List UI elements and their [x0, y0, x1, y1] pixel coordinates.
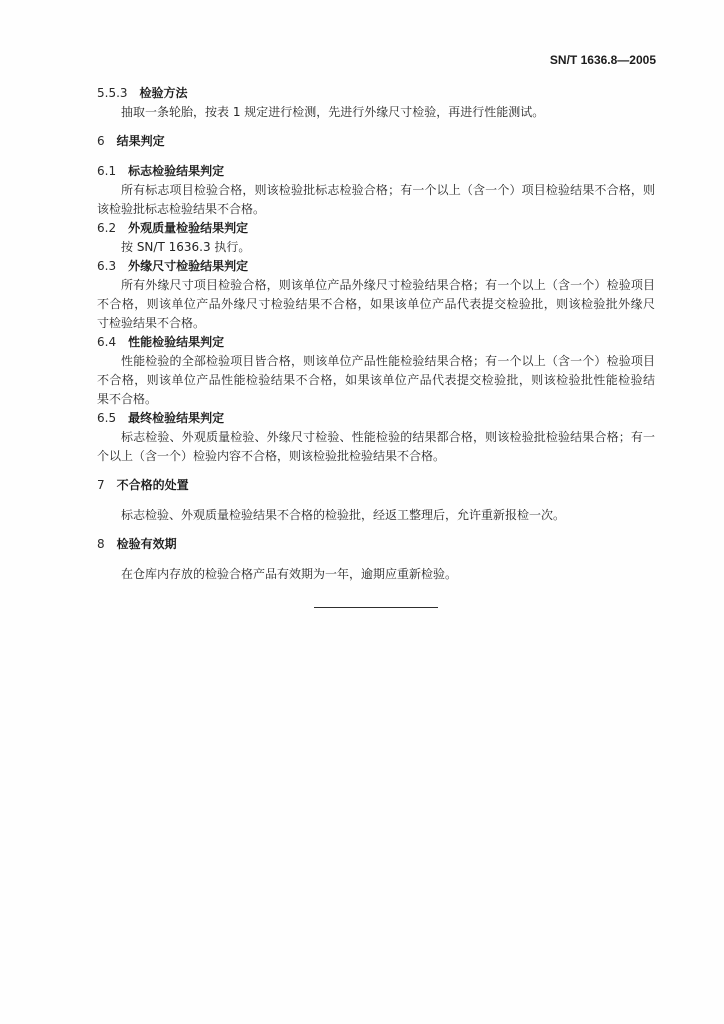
paragraph-line: 不合格，则该单位产品性能检验结果不合格，如果该单位产品代表提交检验批，则该检验批性能检验结 — [97, 373, 655, 387]
clause-title: 性能检验结果判定 — [128, 335, 225, 349]
clause-heading-6-2 — [97, 219, 655, 238]
standard-number: SN/T 1636.8—2005 — [549, 53, 656, 67]
paragraph-line: 按 SN/T 1636.3 执行。 — [121, 240, 251, 254]
clause-number: 6.1 — [97, 164, 117, 178]
clause-title: 最终检验结果判定 — [128, 411, 225, 425]
clause-title: 检验有效期 — [116, 537, 177, 551]
clause-number: 6 — [97, 134, 105, 148]
paragraph-line: 寸检验结果不合格。 — [97, 316, 206, 330]
clause-heading-6-4 — [97, 333, 655, 352]
paragraph-line: 在仓库内存放的检验合格产品有效期为一年，逾期应重新检验。 — [121, 567, 458, 581]
paragraph-line: 果不合格。 — [97, 392, 158, 406]
clause-heading-6 — [97, 132, 655, 151]
clause-title: 外观质量检验结果判定 — [128, 221, 249, 235]
paragraph-line: 标志检验、外观质量检验、外缘尺寸检验、性能检验的结果都合格，则该检验批检验结果合格；有一 — [121, 430, 655, 444]
clause-number: 6.4 — [97, 335, 117, 349]
clause-heading-8 — [97, 535, 655, 554]
clause-heading-6-5 — [97, 409, 655, 428]
clause-title: 结果判定 — [116, 134, 165, 148]
clause-number: 6.3 — [97, 259, 117, 273]
end-of-text-rule — [314, 607, 438, 608]
paragraph-line: 性能检验的全部检验项目皆合格，则该单位产品性能检验结果合格；有一个以上（含一个）检验项目 — [121, 354, 655, 368]
clause-number: 5.5.3 — [97, 86, 128, 100]
paragraph-line: 不合格，则该单位产品外缘尺寸检验结果不合格，如果该单位产品代表提交检验批，则该检验批外缘尺 — [97, 297, 655, 311]
clause-title: 检验方法 — [139, 86, 188, 100]
clause-number: 7 — [97, 478, 105, 492]
paragraph-line: 所有外缘尺寸项目检验合格，则该单位产品外缘尺寸检验结果合格；有一个以上（含一个）检验项目 — [121, 278, 655, 292]
clause-title: 标志检验结果判定 — [128, 164, 225, 178]
paragraph-line: 个以上（含一个）检验内容不合格，则该检验批检验结果不合格。 — [97, 449, 446, 463]
clause-title: 不合格的处置 — [116, 478, 189, 492]
clause-heading-7 — [97, 476, 655, 495]
paragraph-line: 标志检验、外观质量检验结果不合格的检验批，经返工整理后，允许重新报检一次。 — [121, 508, 566, 522]
clause-number: 6.2 — [97, 221, 117, 235]
clause-number: 6.5 — [97, 411, 117, 425]
paragraph-line: 抽取一条轮胎，按表 1 规定进行检测，先进行外缘尺寸检验，再进行性能测试。 — [121, 105, 545, 119]
clause-title: 外缘尺寸检验结果判定 — [128, 259, 249, 273]
paragraph-line: 所有标志项目检验合格，则该检验批标志检验合格；有一个以上（含一个）项目检验结果不合格，则 — [121, 183, 655, 197]
clause-heading-6-3 — [97, 257, 655, 276]
clause-heading-6-1 — [97, 162, 655, 181]
clause-heading-5-5-3 — [97, 84, 655, 103]
clause-number: 8 — [97, 537, 105, 551]
paragraph-line: 该检验批标志检验结果不合格。 — [97, 202, 266, 216]
document-body — [97, 84, 655, 608]
